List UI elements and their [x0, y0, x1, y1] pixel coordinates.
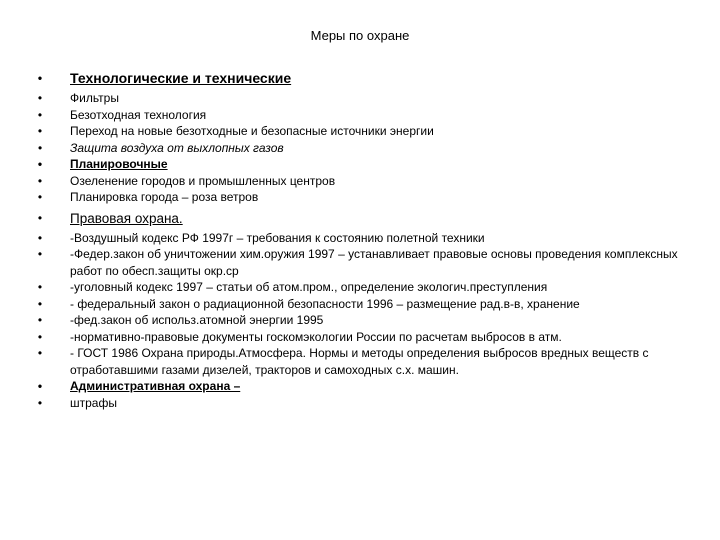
list-item-text: -фед.закон об использ.атомной энергии 1995 — [70, 313, 324, 327]
list-item-text: -нормативно-правовые документы госкомэкологии России по расчетам выбросов в атм. — [70, 329, 562, 344]
list-item-text: - ГОСТ 1986 Охрана природы.Атмосфера. Нормы и методы определения выбросов вредных веществ с отработавшими газами дизелей, тракторов и самоходных с.х. машин. — [70, 346, 649, 377]
list-item-text: штрафы — [70, 395, 117, 410]
bullet-icon: • — [37, 329, 43, 344]
list-item-text: Административная охрана – — [70, 379, 241, 393]
slide-title: Меры по охране — [310, 28, 410, 43]
list-item — [37, 189, 700, 206]
list-item — [37, 279, 700, 296]
bullet-icon: • — [37, 91, 43, 105]
list-item-text: -Федер.закон об уничтожении хим.оружия 1997 – устанавливает правовые основы проведения комплексных работ по обесп.защиты окр.ср — [70, 247, 678, 278]
list-item — [37, 329, 700, 346]
list-item — [37, 173, 700, 190]
list-item-text: -уголовный кодекс 1997 – статьи об атом.пром., определение экологич.преступления — [70, 280, 548, 294]
bullet-icon: • — [37, 173, 43, 188]
list-item — [37, 246, 700, 279]
list-item-text: Защита воздуха от выхлопных газов — [70, 140, 284, 155]
list-item — [37, 230, 700, 247]
bullet-icon: • — [37, 313, 43, 327]
bullet-icon: • — [37, 296, 43, 311]
list-item-planning-subheading — [37, 156, 700, 173]
list-item-text: Планировочные — [70, 157, 168, 171]
list-item-technological-heading — [37, 69, 700, 87]
bullet-icon: • — [37, 395, 43, 410]
list-item-administrative-subheading — [37, 378, 700, 395]
bullet-icon: • — [37, 247, 43, 261]
list-item — [37, 296, 700, 313]
list-item-text: Безотходная технология — [70, 107, 207, 122]
list-item — [37, 123, 700, 140]
list-item-text: Правовая охрана. — [70, 210, 183, 226]
bullet-icon: • — [37, 280, 43, 294]
list-item-text: Переход на новые безотходные и безопасные источники энергии — [70, 124, 434, 138]
bullet-icon: • — [37, 190, 43, 204]
bullet-icon: • — [37, 346, 43, 360]
list-item-text: - федеральный закон о радиационной безопасности 1996 – размещение рад.в-в, хранение — [70, 296, 580, 311]
list-item — [37, 395, 700, 412]
bullet-icon: • — [37, 124, 43, 138]
list-item-text: Технологические и технические — [70, 70, 292, 86]
list-item-text: -Воздушный кодекс РФ 1997г – требования к состоянию полетной техники — [70, 230, 485, 245]
bullet-icon: • — [37, 157, 43, 171]
list-item — [37, 345, 700, 378]
bullet-icon: • — [37, 210, 43, 225]
list-item — [37, 107, 700, 124]
list-item-text: Планировка города – роза ветров — [70, 190, 259, 204]
list-item — [37, 140, 700, 157]
list-item-text: Фильтры — [70, 91, 119, 105]
list-item — [37, 90, 700, 107]
list-item — [37, 312, 700, 329]
bullet-icon: • — [37, 107, 43, 122]
bullet-icon: • — [37, 230, 43, 245]
list-item-legal-heading — [37, 209, 700, 228]
bullet-icon: • — [37, 140, 43, 155]
measures-list — [37, 69, 700, 411]
list-item-text: Озеленение городов и промышленных центров — [70, 173, 336, 188]
bullet-icon: • — [37, 71, 43, 85]
bullet-icon: • — [37, 379, 43, 393]
